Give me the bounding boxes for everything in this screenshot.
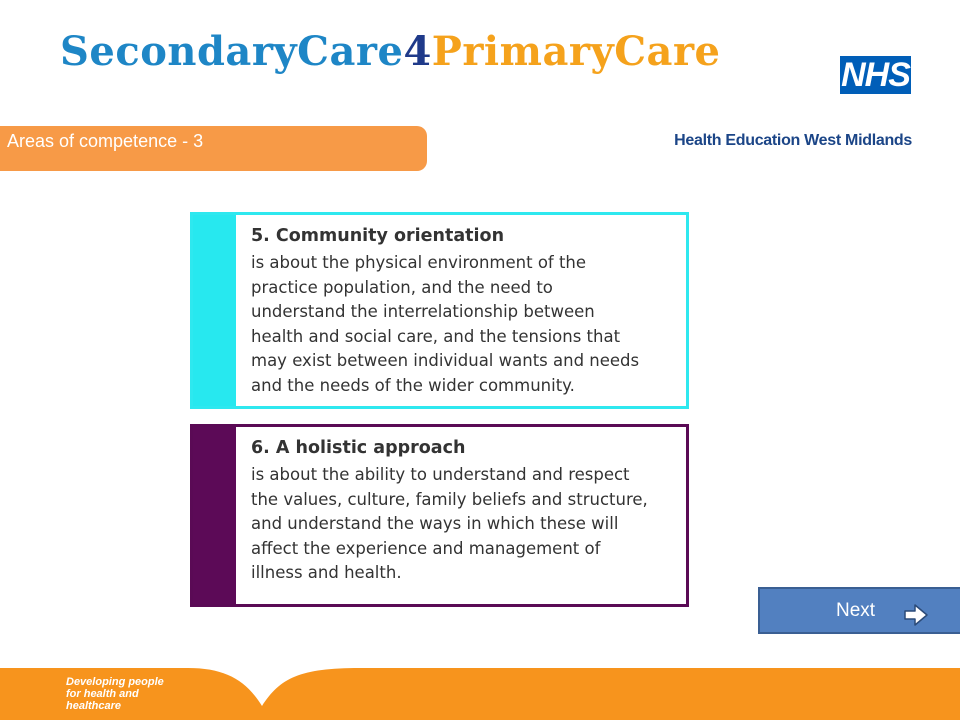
competence-card-community-orientation [190, 212, 689, 409]
footer-tagline [66, 676, 206, 712]
card-text-line: understand the interrelationship between [251, 302, 595, 321]
card-text-line: illness and health. [251, 563, 402, 582]
next-button[interactable] [758, 587, 960, 634]
card-text-line: practice population, and the need to [251, 277, 553, 297]
card-heading: 5. Community orientation [251, 226, 505, 246]
section-title: Areas of competence - 3 [7, 131, 204, 151]
org-name: Health Education West Midlands [674, 132, 912, 149]
card-text-line: affect the experience and management of [251, 538, 601, 558]
card-body [236, 427, 660, 604]
next-button-label: Next [836, 600, 876, 621]
card-text-line: is about the ability to understand and respect [251, 465, 630, 484]
brand-title-part-primarycare: PrimaryCare [431, 28, 721, 75]
footer-tagline-line: healthcare [66, 700, 122, 712]
competence-card-holistic-approach [190, 424, 689, 607]
brand-title [60, 24, 720, 80]
card-text-line: is about the physical environment of the [251, 253, 587, 272]
card-text [251, 463, 648, 586]
card-text [251, 251, 639, 398]
card-body [236, 215, 651, 406]
card-text-line: health and social care, and the tensions that [251, 326, 621, 346]
footer-tagline-line: Developing people [66, 676, 164, 688]
card-text-line: may exist between individual wants and needs [251, 351, 640, 370]
right-arrow-icon [903, 603, 929, 627]
brand-title-part-secondarycare: SecondaryCare [60, 28, 404, 75]
brand-title-part-4: 4 [403, 28, 432, 75]
card-heading: 6. A holistic approach [251, 438, 466, 458]
card-text-line: and understand the ways in which these will [251, 514, 619, 533]
card-text-line: the values, culture, family beliefs and structure, [251, 489, 648, 509]
footer-tagline-line: for health and [66, 688, 139, 700]
card-accent-strip [193, 215, 236, 406]
nhs-logo: NHS [841, 56, 910, 94]
card-accent-strip [193, 427, 236, 604]
card-text-line: and the needs of the wider community. [251, 375, 575, 395]
section-banner [0, 126, 427, 171]
